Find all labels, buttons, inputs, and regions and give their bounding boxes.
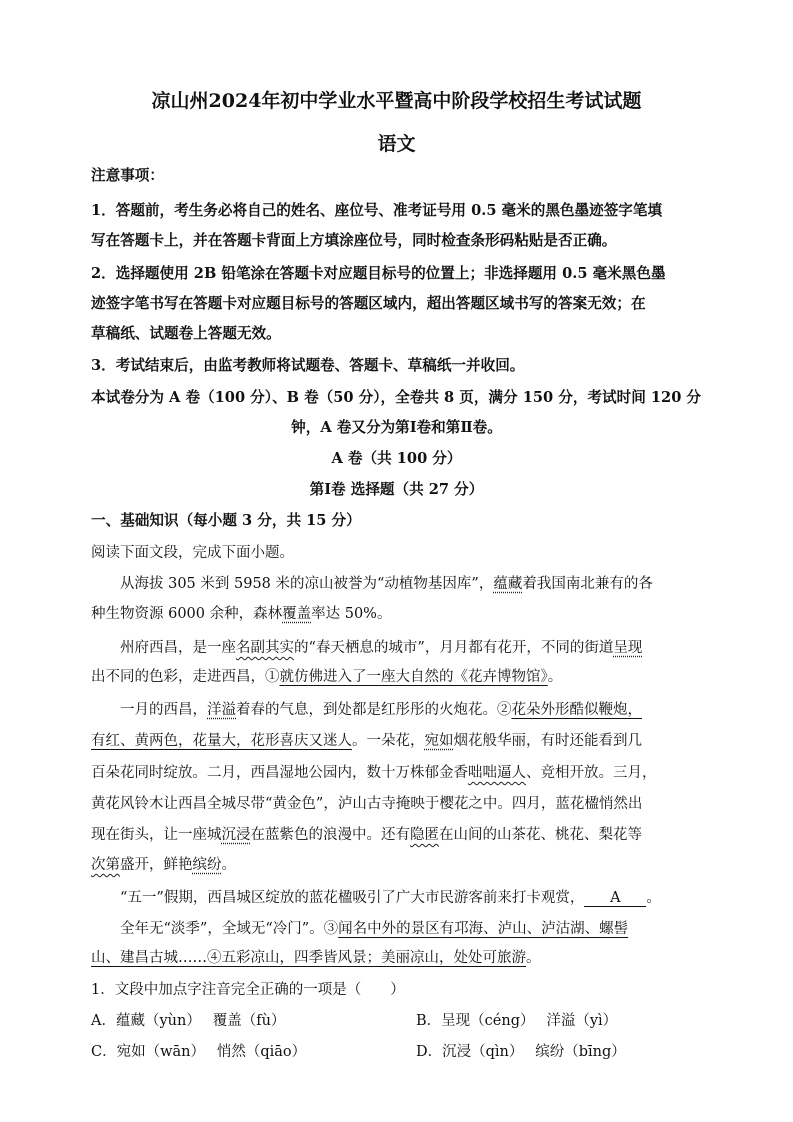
exam-title: 凉山州2024年初中学业水平暨高中阶段学校招生考试试题 [151,90,642,112]
text-segment: 盛开，鲜艳 [120,857,193,873]
note-2-line-1: 2．选择题使用 2B 铅笔涂在答题卡对应题目标号的位置上；非选择题用 0.5 毫米黑色墨 [91,265,666,282]
dotted-word: 缤纷 [192,857,222,873]
passage-p3-line-2 [91,729,793,750]
text-segment: 出不同的色彩，走进西昌，① [91,669,280,685]
wavy-underlined-word: 次第 [91,857,120,873]
notes-heading: 注意事项： [91,167,164,184]
text-segment: 从海拔 305 米到 5958 米的凉山被誉为“动植物基因库”， [120,576,494,592]
wavy-underlined-word: 隐匿 [410,827,439,843]
option-b: B．呈现（céng） 洋溢（yì） [416,1013,618,1029]
text-segment: 一月的西昌， [120,702,207,718]
text-segment: 的“春天栖息的城市”，月月都有花开，不同的街道 [294,640,614,656]
passage-p2-line-2 [91,665,793,686]
passage-p3-line-3 [91,761,793,782]
underlined-sentence-2-cont: 有红、黄两色，花量大，花形喜庆又迷人 [91,733,352,749]
passage-p5-line-1 [120,917,793,938]
wavy-underlined-word: 咄咄逼人 [468,765,526,781]
text-segment: 在山间的山茶花、桃花、梨花等 [439,827,642,843]
text-segment: 率达 50%。 [311,606,392,622]
part-1-heading: 第Ⅰ卷 选择题（共 27 分） [309,481,484,498]
passage-p4 [120,886,793,907]
text-segment: 州府西昌，是一座 [120,640,236,656]
underlined-sentence-2: 花朵外形酷似鞭炮， [511,702,642,718]
passage-p5-line-2 [91,946,793,967]
dotted-word: 呈现 [613,640,643,656]
text-segment: 。 [526,950,541,966]
scoring-line-1: 本试卷分为 A 卷（100 分）、B 卷（50 分），全卷共 8 页，满分 150 分，考试时间 120 分 [91,389,702,406]
text-segment: 全年无“淡季”，全域无“冷门”。③ [120,921,339,937]
text-segment: 。一朵花， [352,733,425,749]
text-segment: 着我国南北兼有的各 [522,576,653,592]
question-group-heading: 一、基础知识（每小题 3 分，共 15 分） [91,512,361,529]
subject-title: 语文 [377,133,416,155]
text-segment: 在蓝紫色的浪漫中。还有 [250,827,410,843]
text-segment: 烟花般华丽，有时还能看到几 [453,733,642,749]
dotted-word: 沉浸 [221,827,251,843]
text-segment: 。 [221,857,236,873]
scoring-line-2: 钟，A 卷又分为第Ⅰ卷和第Ⅱ卷。 [291,419,502,436]
text-segment: 。 [547,669,563,685]
underlined-sentence-4: 五彩凉山，四季皆风景；美丽凉山，处处可旅游 [221,950,526,966]
option-c: C．宛如（wān） 悄然（qiāo） [91,1044,307,1060]
note-2-line-2: 迹签字笔书写在答题卡对应题目标号的答题区域内，超出答题区域书写的答案无效；在 [91,295,646,312]
underlined-sentence-3-cont: 山、建昌古城……④ [91,950,222,966]
option-d: D．沉浸（qìn） 缤纷（bīng） [416,1044,626,1060]
note-2-line-3: 草稿纸、试题卷上答题无效。 [91,325,281,342]
passage-p3-line-5 [91,823,793,844]
dotted-word: 洋溢 [207,702,236,718]
question-1-stem: 1．文段中加点字注音完全正确的一项是（ ） [91,982,405,998]
text-segment: 百朵花同时绽放。二月，西昌湿地公园内，数十万株郁金香 [91,765,468,781]
passage-p3-line-4: 黄花风铃木让西昌全城尽带“黄金色”，泸山古寺掩映于樱花之中。四月，蓝花楹悄然出 [91,796,643,812]
dotted-word: 覆盖 [282,606,312,622]
wavy-underlined-word: 名副其实 [236,640,294,656]
text-segment: 种生物资源 6000 余种，森林 [91,606,283,622]
note-1-line-2: 写在答题卡上，并在答题卡背面上方填涂座位号，同时检查条形码粘贴是否正确。 [91,232,617,249]
option-a: A．蕴藏（yùn） 覆盖（fù） [91,1013,286,1029]
passage-p1-line-1 [120,572,793,593]
note-1-line-1: 1．答题前，考生务必将自己的姓名、座位号、准考证号用 0.5 毫米的黑色墨迹签字笔填 [91,202,663,219]
volume-a-heading: A 卷（共 100 分） [331,450,462,467]
passage-p3-line-6 [91,853,793,874]
passage-p3-line-1 [120,698,793,719]
reading-instruction: 阅读下面文段，完成下面小题。 [91,545,294,561]
underlined-sentence-3: 闻名中外的景区有邛海、泸山、泸沽湖、螺髻 [338,921,629,937]
passage-p1-line-2 [91,602,793,623]
answer-blank-a: A [584,890,646,907]
dotted-word: 宛如 [424,733,454,749]
text-segment: 着春的气息，到处都是红彤彤的火炮花。② [236,702,512,718]
text-segment: 现在街头，让一座城 [91,827,222,843]
text-segment: 。 [646,890,661,906]
dotted-word: 蕴藏 [493,576,523,592]
note-3: 3．考试结束后，由监考教师将试题卷、答题卡、草稿纸一并收回。 [91,357,525,374]
passage-p2-line-1 [120,636,793,657]
text-segment: “五一”假期，西昌城区绽放的蓝花楹吸引了广大市民游客前来打卡观赏， [120,890,585,906]
text-segment: 、竞相开放。三月， [526,765,657,781]
underlined-sentence-1: 就仿佛进入了一座大自然的《花卉博物馆》 [279,669,548,685]
